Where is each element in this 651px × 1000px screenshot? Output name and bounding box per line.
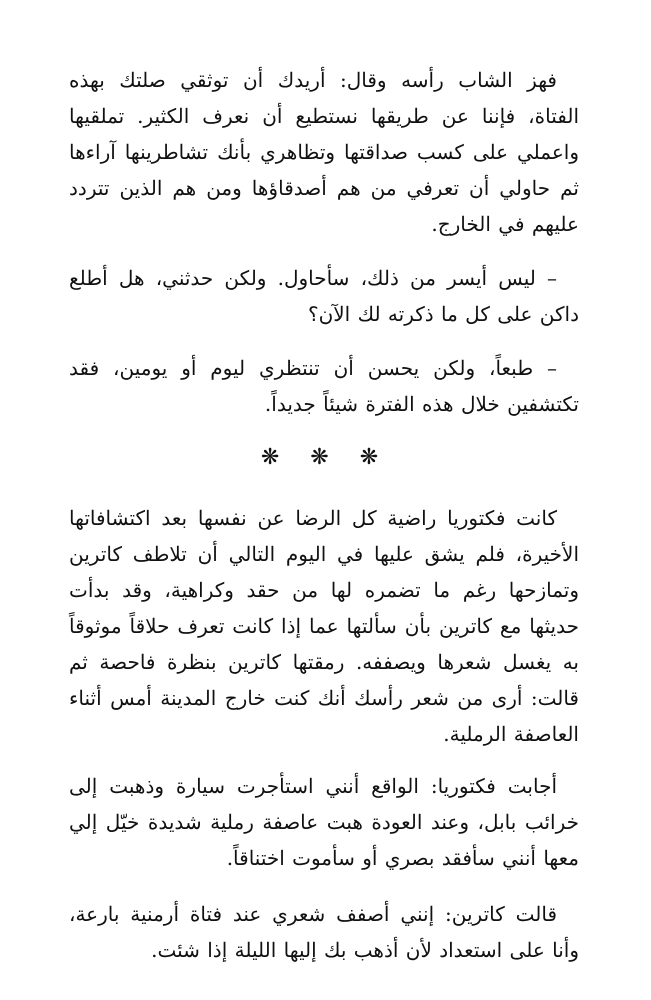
paragraph-1-text: فهز الشاب رأسه وقال: أريدك أن توثقي صلتك بهذه الفتاة، فإننا عن طريقها نستطيع أن نعرف الكثير. تملقيها واعملي على كسب صداقتها وتظاهري بأنك تشاطرينها آراءها ثم حاولي أن تعرفي من هم أصدقاؤها ومن هم الذين تتردد عليهم في الخارج.: [69, 68, 579, 236]
paragraph-4-text: كانت فكتوريا راضية كل الرضا عن نفسها بعد اكتشافاتها الأخيرة، فلم يشق عليها في اليوم التالي أن تلاطف كاترين وتمازحها رغم ما تضمره لها من حقد وكراهية، وقد بدأت حديثها مع كاترين بأن سألتها عما إذا كانت تعرف حلاقاً موثوقاً به يغسل شعرها ويصففه. رمقتها كاترين بنظرة فاحصة ثم قالت: أرى من شعر رأسك أنك كنت خارج المدينة أمس أثناء العاصفة الرملية.: [69, 506, 579, 746]
paragraph-2: [69, 260, 579, 332]
paragraph-3-text: – طبعاً، ولكن يحسن أن تنتظري ليوم أو يومين، فقد تكتشفين خلال هذه الفترة شيئاً جديداً.: [69, 356, 579, 416]
paragraph-1: [69, 62, 579, 242]
paragraph-4: [69, 500, 579, 752]
paragraph-2-text: – ليس أيسر من ذلك، سأحاول. ولكن حدثني، هل أطلع داكن على كل ما ذكرته لك الآن؟: [69, 266, 579, 326]
paragraph-6: [69, 896, 579, 968]
section-divider: ❋ ❋ ❋: [260, 445, 391, 470]
paragraph-5: [69, 768, 579, 876]
paragraph-5-text: أجابت فكتوريا: الواقع أنني استأجرت سيارة وذهبت إلى خرائب بابل، وعند العودة هبت عاصفة رملية شديدة خيّل إلي معها أنني سأفقد بصري أو سأموت اختناقاً.: [69, 774, 579, 870]
paragraph-6-text: قالت كاترين: إنني أصفف شعري عند فتاة أرمنية بارعة، وأنا على استعداد لأن أذهب بك إليها الليلة إذا شئت.: [69, 902, 579, 962]
paragraph-3: [69, 350, 579, 422]
